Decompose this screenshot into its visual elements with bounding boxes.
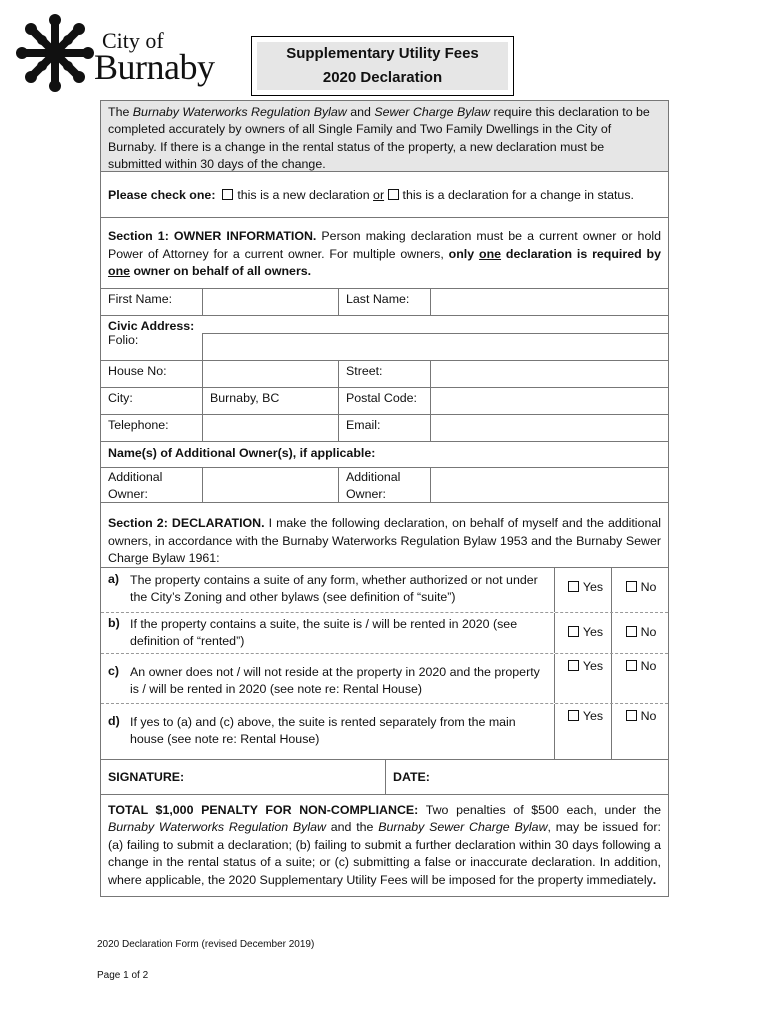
folio-row [101, 333, 668, 360]
page-number: Page 1 of 2 [97, 970, 149, 981]
telephone-email-row [101, 414, 668, 441]
penalty-notice: TOTAL $1,000 PENALTY FOR NON-COMPLIANCE: Two penalties of $500 each, under the Burnaby Waterworks Regulation Bylaw and the Burnaby Sewer Charge Bylaw, may be issued for: (a) failing to submit a declaration; (b) failing to submit a further declaration within 30 days following a change in the rental status of a suite; or (c) submitting a false or inaccurate declaration. In addition, where applicable, the 2020 Supplementary Utility Fees will be imposed for the property immediately. [108, 803, 662, 887]
email-label: Email: [338, 415, 430, 441]
question-b: b) If the property contains a suite, the suite is / will be rented in 2020 (see definition of “rented”) Yes No [101, 612, 668, 653]
title-box [251, 36, 514, 96]
question-b-no-checkbox[interactable] [626, 626, 637, 637]
additional-owner-input-2[interactable] [430, 468, 668, 502]
change-status-label: this is a declaration for a change in status. [402, 188, 634, 202]
logo-city-text: City of [102, 28, 164, 53]
logo-name-text: Burnaby [94, 47, 215, 87]
date-field[interactable]: DATE: [385, 760, 668, 794]
house-no-label: House No: [108, 364, 167, 378]
additional-owners-heading-row [101, 441, 668, 467]
folio-label: Folio: [108, 333, 139, 347]
question-a-no-checkbox[interactable] [626, 581, 637, 592]
email-input[interactable] [430, 415, 668, 441]
folio-input[interactable] [202, 333, 668, 360]
bylaw-name: Burnaby Waterworks Regulation Bylaw [132, 105, 347, 119]
name-row [101, 288, 668, 315]
city-postal-row [101, 387, 668, 414]
civic-address-row [101, 315, 668, 333]
question-c: c) An owner does not / will not reside at the property in 2020 and the property is / will be rented in 2020 (see note re: Rental House) Yes No [101, 653, 668, 703]
civic-address-label: Civic Address: [108, 319, 195, 333]
title-line-1: Supplementary Utility Fees [286, 45, 479, 62]
section-2-intro: Section 2: DECLARATION. I make the following declaration, on behalf of myself and the additional owners, in accordance with the Burnaby Waterworks Regulation Bylaw 1953 and the Burnaby Sewer Charge Bylaw 1961: [108, 516, 661, 565]
question-d: d) If yes to (a) and (c) above, the suite is rented separately from the main house (see note re: Rental House) Yes No [101, 703, 668, 760]
city-logo [14, 12, 215, 94]
signature-row [101, 759, 668, 795]
declaration-questions [101, 567, 668, 760]
change-status-checkbox[interactable] [388, 189, 399, 200]
snowflake-logo-icon [14, 12, 96, 94]
city-label: City: [108, 391, 133, 405]
section-1-intro: Section 1: OWNER INFORMATION. Person making declaration must be a current owner or hold Power of Attorney for a current owner. For multiple owners, only one declaration is required by one owner on behalf of all owners. [108, 229, 661, 278]
street-input[interactable] [430, 361, 668, 387]
new-declaration-checkbox[interactable] [222, 189, 233, 200]
additional-owner-label-2: Additional Owner: [338, 468, 430, 502]
last-name-input[interactable] [430, 289, 668, 315]
bylaw-name: Sewer Charge Bylaw [374, 105, 491, 119]
additional-owner-input-1[interactable] [202, 468, 338, 502]
or-text: or [373, 188, 385, 202]
first-name-label: First Name: [108, 292, 173, 306]
first-name-input[interactable] [202, 289, 338, 315]
street-label: Street: [338, 361, 430, 387]
intro-paragraph: The Burnaby Waterworks Regulation Bylaw and Sewer Charge Bylaw require this declaration to be completed accurately by owners of all Single Family and Two Family Dwellings in the City of Burnaby. If there is a change in the rental status of the property, a new declaration must be submitted within 30 days of the change. [101, 101, 668, 172]
question-c-yes-checkbox[interactable] [568, 660, 579, 671]
telephone-input[interactable] [202, 415, 338, 441]
title-line-2: 2020 Declaration [322, 69, 443, 86]
house-street-row [101, 360, 668, 387]
question-b-yes-checkbox[interactable] [568, 626, 579, 637]
city-value[interactable]: Burnaby, BC [202, 388, 338, 414]
house-no-input[interactable] [202, 361, 338, 387]
form-revision: 2020 Declaration Form (revised December 2019) [97, 939, 315, 950]
telephone-label: Telephone: [108, 418, 169, 432]
question-c-no-checkbox[interactable] [626, 660, 637, 671]
question-a: a) The property contains a suite of any form, whether authorized or not under the City’s Zoning and other bylaws (see definition of “suite”) Yes No [101, 568, 668, 612]
last-name-label: Last Name: [338, 289, 430, 315]
declaration-type-row [101, 172, 668, 218]
postal-code-input[interactable] [430, 388, 668, 414]
question-a-yes-checkbox[interactable] [568, 581, 579, 592]
declaration-form [100, 100, 669, 897]
question-d-no-checkbox[interactable] [626, 710, 637, 721]
signature-field[interactable]: SIGNATURE: [108, 770, 185, 784]
question-d-yes-checkbox[interactable] [568, 710, 579, 721]
check-label: Please check one: [108, 188, 216, 202]
additional-owners-heading: Name(s) of Additional Owner(s), if applicable: [108, 446, 376, 460]
new-declaration-label: this is a new declaration [237, 188, 370, 202]
additional-owners-row [101, 467, 668, 503]
postal-code-label: Postal Code: [338, 388, 430, 414]
additional-owner-label-1: Additional Owner: [108, 470, 163, 501]
